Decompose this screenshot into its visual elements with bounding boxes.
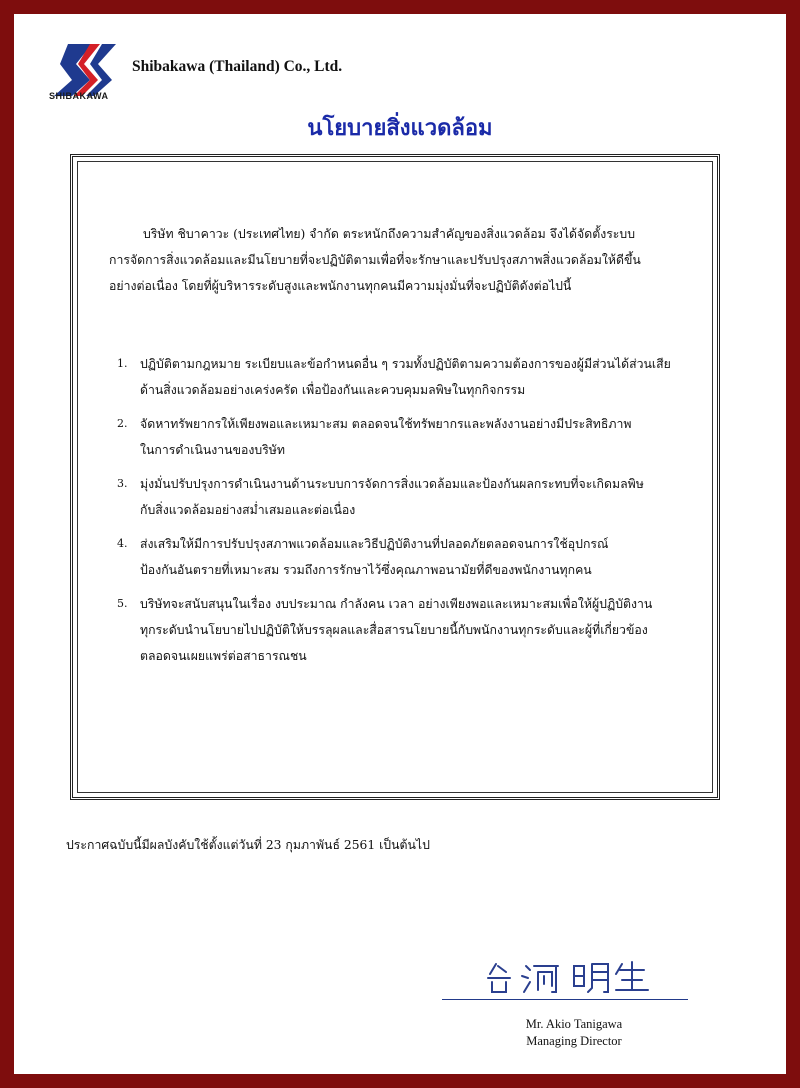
policy-list bbox=[109, 351, 709, 677]
intro-line: บริษัท ชิบาคาวะ (ประเทศไทย) จำกัด ตระหนักถึงความสำคัญของสิ่งแวดล้อม จึงได้จัดตั้งระบบ bbox=[143, 227, 636, 241]
policy-line: กับสิ่งแวดล้อมอย่างสม่ำเสมอและต่อเนื่อง bbox=[140, 503, 356, 517]
policy-number: 4. bbox=[117, 537, 128, 550]
policy-line: ตลอดจนเผยแพร่ต่อสาธารณชน bbox=[140, 649, 307, 663]
signer-name: Mr. Akio Tanigawa bbox=[525, 1017, 623, 1031]
signature-line bbox=[442, 999, 688, 1000]
policy-number: 1. bbox=[117, 357, 128, 370]
policy-number: 3. bbox=[117, 477, 128, 490]
policy-item bbox=[109, 591, 709, 669]
company-name: Shibakawa (Thailand) Co., Ltd. bbox=[132, 58, 343, 75]
intro-paragraph bbox=[109, 221, 699, 299]
page-title: นโยบายสิ่งแวดล้อม bbox=[307, 116, 493, 141]
policy-line: ทุกระดับนำนโยบายไปปฏิบัติให้บรรลุผลและสื่อสารนโยบายนี้กับพนักงานทุกระดับและผู้ที่เกี่ยวข้อง bbox=[140, 623, 648, 637]
document-page bbox=[14, 14, 786, 1074]
policy-item bbox=[109, 531, 709, 583]
policy-item bbox=[109, 351, 709, 403]
effective-date-notice: ประกาศฉบับนี้มีผลบังคับใช้ตั้งแต่วันที่ 23 กุมภาพันธ์ 2561 เป็นต้นไป bbox=[66, 838, 430, 852]
policy-line: ในการดำเนินงานของบริษัท bbox=[140, 443, 286, 457]
policy-line: ปฏิบัติตามกฎหมาย ระเบียบและข้อกำหนดอื่น ๆ รวมทั้งปฏิบัติตามความต้องการของผู้มีส่วนได้ส่วนเสีย bbox=[140, 357, 671, 371]
policy-line: ด้านสิ่งแวดล้อมอย่างเคร่งครัด เพื่อป้องกันและควบคุมมลพิษในทุกกิจกรรม bbox=[140, 383, 526, 397]
shibakawa-logo bbox=[46, 34, 136, 114]
policy-item bbox=[109, 411, 709, 463]
intro-line: การจัดการสิ่งแวดล้อมและมีนโยบายที่จะปฏิบัติตามเพื่อที่จะรักษาและปรับปรุงสภาพสิ่งแวดล้อมให้ดีขึ้น bbox=[109, 253, 641, 267]
policy-line: บริษัทจะสนับสนุนในเรื่อง งบประมาณ กำลังคน เวลา อย่างเพียงพอและเหมาะสมเพื่อให้ผู้ปฏิบัติงาน bbox=[140, 597, 653, 611]
policy-number: 2. bbox=[117, 417, 128, 430]
intro-line: อย่างต่อเนื่อง โดยที่ผู้บริหารระดับสูงและพนักงานทุกคนมีความมุ่งมั่นที่จะปฏิบัติดังต่อไปนี้ bbox=[109, 279, 572, 293]
policy-line: จัดหาทรัพยากรให้เพียงพอและเหมาะสม ตลอดจนใช้ทรัพยากรและพลังงานอย่างมีประสิทธิภาพ bbox=[140, 417, 632, 431]
policy-item bbox=[109, 471, 709, 523]
handwritten-signature bbox=[476, 956, 656, 996]
policy-line: มุ่งมั่นปรับปรุงการดำเนินงานด้านระบบการจัดการสิ่งแวดล้อมและป้องกันผลกระทบที่จะเกิดมลพิษ bbox=[140, 477, 644, 491]
policy-frame bbox=[70, 154, 720, 800]
policy-line: ป้องกันอันตรายที่เหมาะสม รวมถึงการรักษาไว้ซึ่งคุณภาพอนามัยที่ดีของพนักงานทุกคน bbox=[140, 563, 592, 577]
policy-line: ส่งเสริมให้มีการปรับปรุงสภาพแวดล้อมและวิธีปฏิบัติงานที่ปลอดภัยตลอดจนการใช้อุปกรณ์ bbox=[140, 537, 609, 551]
policy-number: 5. bbox=[117, 597, 128, 610]
signer-title: Managing Director bbox=[526, 1034, 622, 1048]
logo-wordmark: SHIBAKAWA bbox=[49, 91, 109, 101]
